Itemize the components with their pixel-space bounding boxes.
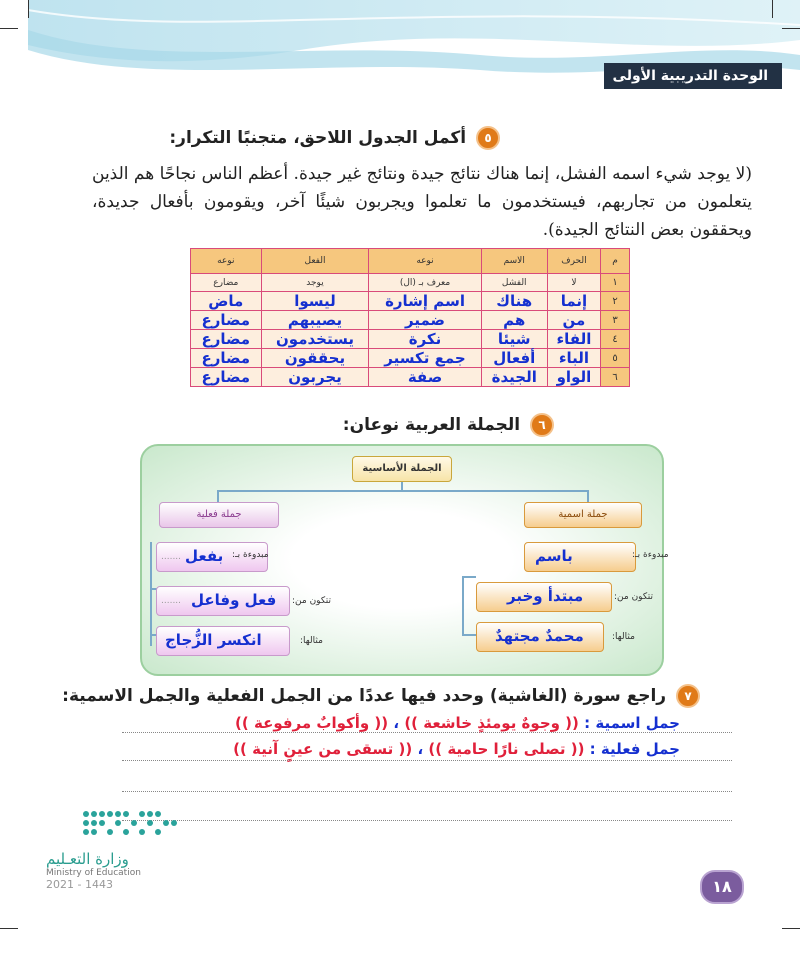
crop-mark: [28, 0, 29, 18]
connector-line: [462, 576, 464, 636]
table-header: م: [601, 249, 630, 274]
nominal-example-box: [476, 622, 604, 652]
page-number: ١٨: [700, 870, 744, 904]
table-header: نوعه: [369, 249, 481, 274]
nominal-starts-label: مبدوءة بـ:: [632, 550, 669, 560]
verbal-example-1: (( تصلى نارًا حامية )): [428, 740, 585, 758]
table-row: [191, 349, 630, 368]
verbal-consists-label: تتكون من:: [292, 596, 332, 606]
sentence-types-diagram: [140, 444, 669, 676]
nominal-example-answer: محمدٌ مجتهدٌ: [495, 627, 584, 645]
table-cell: نكرة: [369, 330, 481, 349]
table-cell: لا: [547, 274, 600, 292]
verbal-consists-answer: فعل وفاعل: [191, 591, 277, 609]
verbal-starts-box: بفعل .......: [156, 542, 268, 572]
ministry-name-ar: وزارة التعـليم: [46, 850, 129, 868]
q6-title-text: الجملة العربية نوعان:: [342, 415, 521, 435]
table-cell: جمع تكسير: [369, 349, 481, 368]
table-header-row: [191, 249, 630, 274]
verbal-example-label: مثالها:: [300, 636, 323, 646]
table-cell: يوجد: [261, 274, 369, 292]
table-row: [191, 292, 630, 311]
nominal-consists-label: تتكون من:: [614, 592, 654, 602]
table-cell: إنما: [547, 292, 600, 311]
q5-title: [169, 126, 500, 150]
answer-line: [122, 791, 732, 792]
table-cell: هناك: [481, 292, 547, 311]
crop-mark: [782, 928, 800, 929]
unit-title: الوحدة التدريبية الأولى: [612, 68, 768, 84]
table-header: الحرف: [547, 249, 600, 274]
nominal-consists-answer: مبتدأ وخبر: [507, 587, 584, 605]
q5-table: [190, 248, 630, 387]
ministry-name-en: Ministry of Education: [46, 868, 141, 878]
nominal-sentences-answer: [235, 714, 680, 732]
table-cell: يصيبهم: [261, 311, 369, 330]
table-cell: مضارع: [191, 274, 262, 292]
table-header: نوعه: [191, 249, 262, 274]
nominal-sentence-node: جملة اسمية: [524, 502, 642, 528]
connector-line: [150, 542, 152, 646]
ministry-dots-icon: [46, 808, 186, 838]
answer-line: [122, 732, 732, 733]
table-row: [191, 311, 630, 330]
nominal-example-1: (( وجوهٌ يومئذٍ خاشعة )): [404, 714, 579, 732]
root-node: الجملة الأساسية: [352, 456, 452, 482]
year-label: 2021 - 1443: [46, 878, 113, 891]
table-cell: يستخدمون: [261, 330, 369, 349]
table-header: الاسم: [481, 249, 547, 274]
nominal-starts-answer: باسم: [535, 547, 573, 565]
connector-line: [462, 576, 476, 578]
unit-title-banner: [604, 63, 782, 89]
q6-title: [343, 413, 554, 437]
table-cell: الباء: [547, 349, 600, 368]
q5-number: ٥: [476, 126, 500, 150]
connector-line: [587, 490, 589, 502]
separator: ،: [417, 740, 424, 758]
table-cell: شيئا: [481, 330, 547, 349]
answer-line: [122, 760, 732, 761]
verbal-sentence-node: جملة فعلية: [159, 502, 279, 528]
nominal-sentences-label: جمل اسمية :: [584, 714, 680, 732]
table-cell: ليسوا: [261, 292, 369, 311]
verbal-sentences-label: جمل فعلية :: [589, 740, 680, 758]
nominal-example-label: مثالها:: [612, 632, 635, 642]
q6-number: ٦: [530, 413, 554, 437]
table-cell: الجيدة: [481, 368, 547, 387]
table-row: [191, 330, 630, 349]
crop-mark: [0, 928, 18, 929]
crop-mark: [772, 0, 773, 18]
table-cell: مضارع: [191, 368, 262, 387]
separator: ،: [393, 714, 400, 732]
table-row: [191, 274, 630, 292]
verbal-consists-box: فعل وفاعل .......: [156, 586, 290, 616]
table-cell: ٢: [601, 292, 630, 311]
table-cell: ١: [601, 274, 630, 292]
q7-title: [62, 684, 700, 708]
table-cell: مضارع: [191, 349, 262, 368]
connector-line: [217, 490, 219, 502]
crop-mark: [0, 28, 18, 29]
verbal-example-answer: انكسر الزُّجاج: [165, 631, 262, 649]
verbal-starts-answer: بفعل: [185, 547, 224, 565]
table-cell: ماض: [191, 292, 262, 311]
connector-line: [401, 482, 403, 491]
table-cell: الفشل: [481, 274, 547, 292]
table-cell: اسم إشارة: [369, 292, 481, 311]
table-cell: صفة: [369, 368, 481, 387]
table-header: الفعل: [261, 249, 369, 274]
table-cell: ٤: [601, 330, 630, 349]
nominal-starts-box: [524, 542, 636, 572]
table-cell: الفاء: [547, 330, 600, 349]
table-cell: مضارع: [191, 330, 262, 349]
ministry-logo: [46, 808, 196, 898]
verbal-example-2: (( تسقى من عينٍ آنية )): [233, 740, 413, 758]
verbal-starts-label: مبدوءة بـ:: [232, 550, 269, 560]
answer-line: [122, 820, 732, 821]
connector-line: [462, 634, 476, 636]
table-cell: مضارع: [191, 311, 262, 330]
table-cell: ٦: [601, 368, 630, 387]
crop-mark: [782, 28, 800, 29]
table-cell: معرف بـ (ال): [369, 274, 481, 292]
q7-number: ٧: [676, 684, 700, 708]
table-cell: هم: [481, 311, 547, 330]
table-cell: الواو: [547, 368, 600, 387]
table-cell: يجربون: [261, 368, 369, 387]
table-cell: يحققون: [261, 349, 369, 368]
q7-title-text: راجع سورة (الغاشية) وحدد فيها عددًا من الجمل الفعلية والجمل الاسمية:: [62, 686, 667, 706]
nominal-example-2: (( وأكوابٌ مرفوعة )): [235, 714, 389, 732]
table-cell: أفعال: [481, 349, 547, 368]
verbal-sentences-answer: [233, 740, 680, 758]
q5-paragraph: (لا يوجد شيء اسمه الفشل، إنما هناك نتائج جيدة ونتائج غير جيدة. أعظم الناس نجاحًا هم الذين يتعلمون من تجاربهم، فيستخدمون ما تعلموا ويجربون شيئًا آخر، ويقومون بأفعال جديدة، ويحققون بعض النتائج الجيدة).: [92, 164, 752, 240]
table-cell: ضمير: [369, 311, 481, 330]
table-row: [191, 368, 630, 387]
verbal-example-box: [156, 626, 290, 656]
table-cell: ٥: [601, 349, 630, 368]
nominal-consists-box: [476, 582, 612, 612]
table-cell: من: [547, 311, 600, 330]
q5-title-text: أكمل الجدول اللاحق، متجنبًا التكرار:: [169, 128, 467, 148]
table-cell: ٣: [601, 311, 630, 330]
